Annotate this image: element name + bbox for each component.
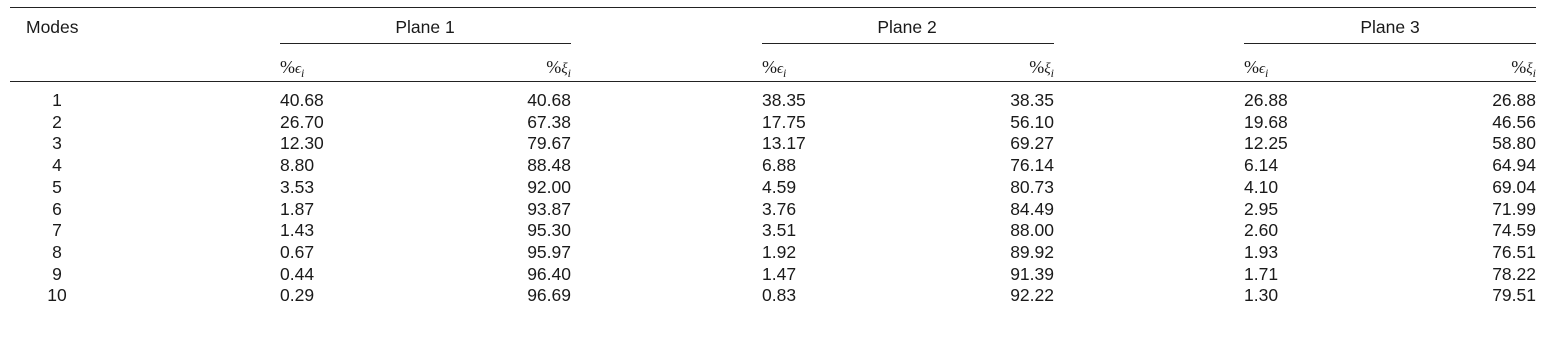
value-cell: 88.00 bbox=[1010, 220, 1054, 241]
value-cell: 3.76 bbox=[762, 198, 797, 219]
value-cell: 69.27 bbox=[1010, 133, 1054, 154]
value-cell: 0.83 bbox=[762, 285, 797, 306]
value-cell: 79.67 bbox=[527, 133, 571, 154]
subheader-xi-1: $\%\xi_i$ bbox=[546, 57, 571, 80]
value-cell: 38.35 bbox=[762, 90, 806, 110]
value-cell: 69.04 bbox=[1492, 176, 1536, 197]
mode-cell: 6 bbox=[52, 198, 62, 219]
mode-cell: 9 bbox=[52, 263, 62, 284]
value-cell: 92.00 bbox=[527, 176, 571, 197]
value-cell: 3.51 bbox=[762, 220, 797, 241]
subheader-epsilon-2: $\%\epsilon_i$ bbox=[762, 57, 787, 80]
value-cell: 26.88 bbox=[1492, 90, 1536, 110]
group-header-plane-3: Plane 3 bbox=[1360, 17, 1420, 37]
value-cell: 64.94 bbox=[1492, 155, 1536, 176]
value-cell: 1.71 bbox=[1244, 263, 1279, 284]
mode-cell: 2 bbox=[52, 111, 62, 132]
group-header-plane-1: Plane 1 bbox=[395, 17, 455, 37]
value-cell: 79.51 bbox=[1492, 285, 1536, 306]
value-cell: 91.39 bbox=[1010, 263, 1054, 284]
mode-cell: 4 bbox=[52, 155, 62, 176]
header-rule bbox=[10, 81, 1536, 82]
value-cell: 1.43 bbox=[280, 220, 315, 241]
value-cell: 4.59 bbox=[762, 176, 797, 197]
value-cell: 6.88 bbox=[762, 155, 797, 176]
value-cell: 2.95 bbox=[1244, 198, 1279, 219]
value-cell: 58.80 bbox=[1492, 133, 1536, 154]
mode-cell: 5 bbox=[52, 176, 62, 197]
value-cell: 89.92 bbox=[1010, 241, 1054, 262]
value-cell: 1.92 bbox=[762, 241, 797, 262]
value-cell: 96.69 bbox=[527, 285, 571, 306]
mode-cell: 10 bbox=[47, 285, 67, 306]
value-cell: 0.67 bbox=[280, 241, 315, 262]
value-cell: 13.17 bbox=[762, 133, 806, 154]
value-cell: 2.60 bbox=[1244, 220, 1279, 241]
group-header-plane-2: Plane 2 bbox=[877, 17, 937, 37]
value-cell: 92.22 bbox=[1010, 285, 1054, 306]
value-cell: 4.10 bbox=[1244, 176, 1279, 197]
group-rule-plane-1 bbox=[280, 43, 571, 44]
subheader-epsilon-3: $\%\epsilon_i$ bbox=[1244, 57, 1269, 80]
value-cell: 95.30 bbox=[527, 220, 571, 241]
value-cell: 1.47 bbox=[762, 263, 797, 284]
value-cell: 93.87 bbox=[527, 198, 571, 219]
value-cell: 78.22 bbox=[1492, 263, 1536, 284]
value-cell: 12.30 bbox=[280, 133, 324, 154]
mode-cell: 3 bbox=[52, 133, 62, 154]
value-cell: 67.38 bbox=[527, 111, 571, 132]
value-cell: 26.70 bbox=[280, 111, 324, 132]
subheader-epsilon-1: $\%\epsilon_i$ bbox=[280, 57, 305, 80]
value-cell: 12.25 bbox=[1244, 133, 1288, 154]
value-cell: 1.30 bbox=[1244, 285, 1279, 306]
value-cell: 88.48 bbox=[527, 155, 571, 176]
value-cell: 38.35 bbox=[1010, 90, 1054, 110]
value-cell: 95.97 bbox=[527, 241, 571, 262]
mode-cell: 8 bbox=[52, 241, 62, 262]
value-cell: 40.68 bbox=[527, 90, 571, 110]
value-cell: 76.51 bbox=[1492, 241, 1536, 262]
top-rule bbox=[10, 7, 1536, 8]
value-cell: 46.56 bbox=[1492, 111, 1536, 132]
value-cell: 1.93 bbox=[1244, 241, 1279, 262]
value-cell: 84.49 bbox=[1010, 198, 1054, 219]
value-cell: 26.88 bbox=[1244, 90, 1288, 110]
value-cell: 71.99 bbox=[1492, 198, 1536, 219]
value-cell: 76.14 bbox=[1010, 155, 1054, 176]
value-cell: 0.29 bbox=[280, 285, 315, 306]
subheader-xi-2: $\%\xi_i$ bbox=[1029, 57, 1054, 80]
value-cell: 6.14 bbox=[1244, 155, 1279, 176]
value-cell: 3.53 bbox=[280, 176, 315, 197]
group-rule-plane-2 bbox=[762, 43, 1054, 44]
value-cell: 56.10 bbox=[1010, 111, 1054, 132]
value-cell: 17.75 bbox=[762, 111, 806, 132]
mode-cell: 1 bbox=[52, 90, 62, 110]
value-cell: 8.80 bbox=[280, 155, 315, 176]
value-cell: 0.44 bbox=[280, 263, 315, 284]
value-cell: 96.40 bbox=[527, 263, 571, 284]
value-cell: 74.59 bbox=[1492, 220, 1536, 241]
value-cell: 19.68 bbox=[1244, 111, 1288, 132]
modes-header: Modes bbox=[26, 17, 79, 37]
subheader-xi-3: $\%\xi_i$ bbox=[1511, 57, 1536, 80]
group-rule-plane-3 bbox=[1244, 43, 1536, 44]
value-cell: 40.68 bbox=[280, 90, 324, 110]
value-cell: 1.87 bbox=[280, 198, 315, 219]
value-cell: 80.73 bbox=[1010, 176, 1054, 197]
mode-cell: 7 bbox=[52, 220, 62, 241]
